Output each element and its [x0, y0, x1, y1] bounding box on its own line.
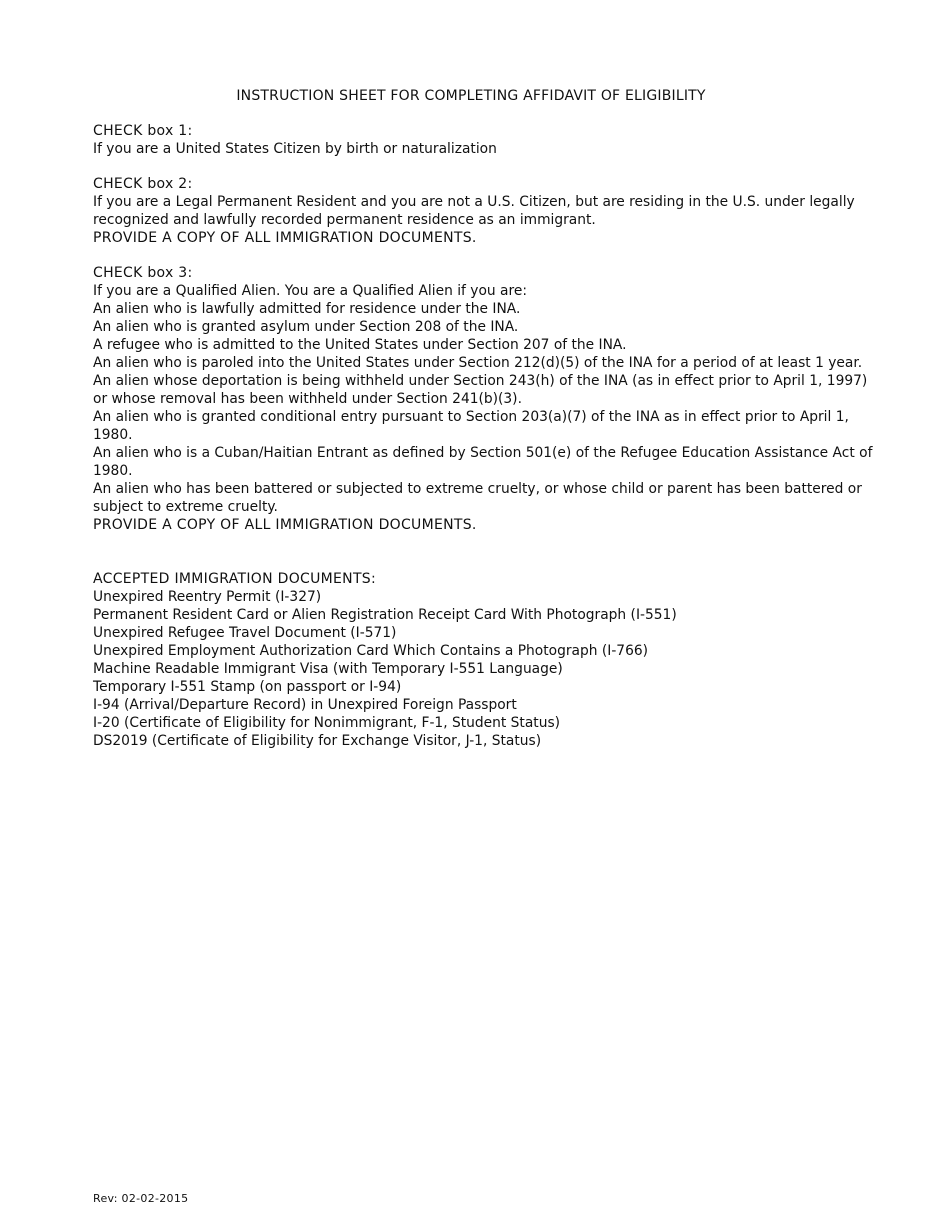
section-box-2 — [93, 175, 873, 247]
section-box-1 — [93, 122, 873, 158]
box-1-heading: CHECK box 1: — [93, 123, 193, 139]
qualified-alien-item: An alien who is a Cuban/Haitian Entrant as defined by Section 501(e) of the Refugee Education Assistance Act of 1980. — [93, 445, 873, 479]
page-title: INSTRUCTION SHEET FOR COMPLETING AFFIDAVIT OF ELIGIBILITY — [236, 88, 706, 104]
accepted-document-item: I-94 (Arrival/Departure Record) in Unexpired Foreign Passport — [93, 697, 517, 713]
box-1-text: If you are a United States Citizen by birth or naturalization — [93, 141, 497, 157]
accepted-document-item: Temporary I-551 Stamp (on passport or I-94) — [93, 679, 402, 695]
accepted-document-item: Unexpired Reentry Permit (I-327) — [93, 589, 322, 605]
qualified-alien-item: An alien who is paroled into the United States under Section 212(d)(5) of the INA for a period of at least 1 year. — [93, 355, 863, 371]
revision-date: Rev: 02-02-2015 — [93, 1192, 189, 1205]
accepted-document-item: DS2019 (Certificate of Eligibility for Exchange Visitor, J-1, Status) — [93, 733, 542, 749]
qualified-alien-item: An alien whose deportation is being withheld under Section 243(h) of the INA (as in effect prior to April 1, 1997) or whose removal has been withheld under Section 241(b)(3). — [93, 373, 868, 407]
qualified-alien-item: An alien who is granted asylum under Section 208 of the INA. — [93, 319, 519, 335]
qualified-alien-item: A refugee who is admitted to the United States under Section 207 of the INA. — [93, 337, 627, 353]
instructions-body — [93, 122, 873, 750]
accepted-document-item: Permanent Resident Card or Alien Registration Receipt Card With Photograph (I-551) — [93, 607, 677, 623]
qualified-alien-item: An alien who is lawfully admitted for residence under the INA. — [93, 301, 521, 317]
box-2-provide-notice: PROVIDE A COPY OF ALL IMMIGRATION DOCUMENTS. — [93, 230, 477, 246]
accepted-document-item: Machine Readable Immigrant Visa (with Temporary I-551 Language) — [93, 661, 563, 677]
accepted-documents-heading: ACCEPTED IMMIGRATION DOCUMENTS: — [93, 571, 377, 587]
box-3-provide-notice: PROVIDE A COPY OF ALL IMMIGRATION DOCUMENTS. — [93, 517, 477, 533]
accepted-document-item: Unexpired Employment Authorization Card Which Contains a Photograph (I-766) — [93, 643, 649, 659]
section-box-3 — [93, 264, 873, 534]
qualified-alien-item: An alien who has been battered or subjected to extreme cruelty, or whose child or parent has been battered or subject to extreme cruelty. — [93, 481, 862, 515]
accepted-document-item: I-20 (Certificate of Eligibility for Nonimmigrant, F-1, Student Status) — [93, 715, 561, 731]
box-2-heading: CHECK box 2: — [93, 176, 193, 192]
accepted-document-item: Unexpired Refugee Travel Document (I-571) — [93, 625, 397, 641]
box-2-text: If you are a Legal Permanent Resident and you are not a U.S. Citizen, but are residing in the U.S. under legally recognized and lawfully recorded permanent residence as an immigrant. — [93, 194, 855, 228]
section-accepted-documents — [93, 570, 873, 750]
box-3-heading: CHECK box 3: — [93, 265, 193, 281]
qualified-alien-item: An alien who is granted conditional entry pursuant to Section 203(a)(7) of the INA as in effect prior to April 1, 1980. — [93, 409, 849, 443]
box-3-intro: If you are a Qualified Alien. You are a Qualified Alien if you are: — [93, 283, 527, 299]
